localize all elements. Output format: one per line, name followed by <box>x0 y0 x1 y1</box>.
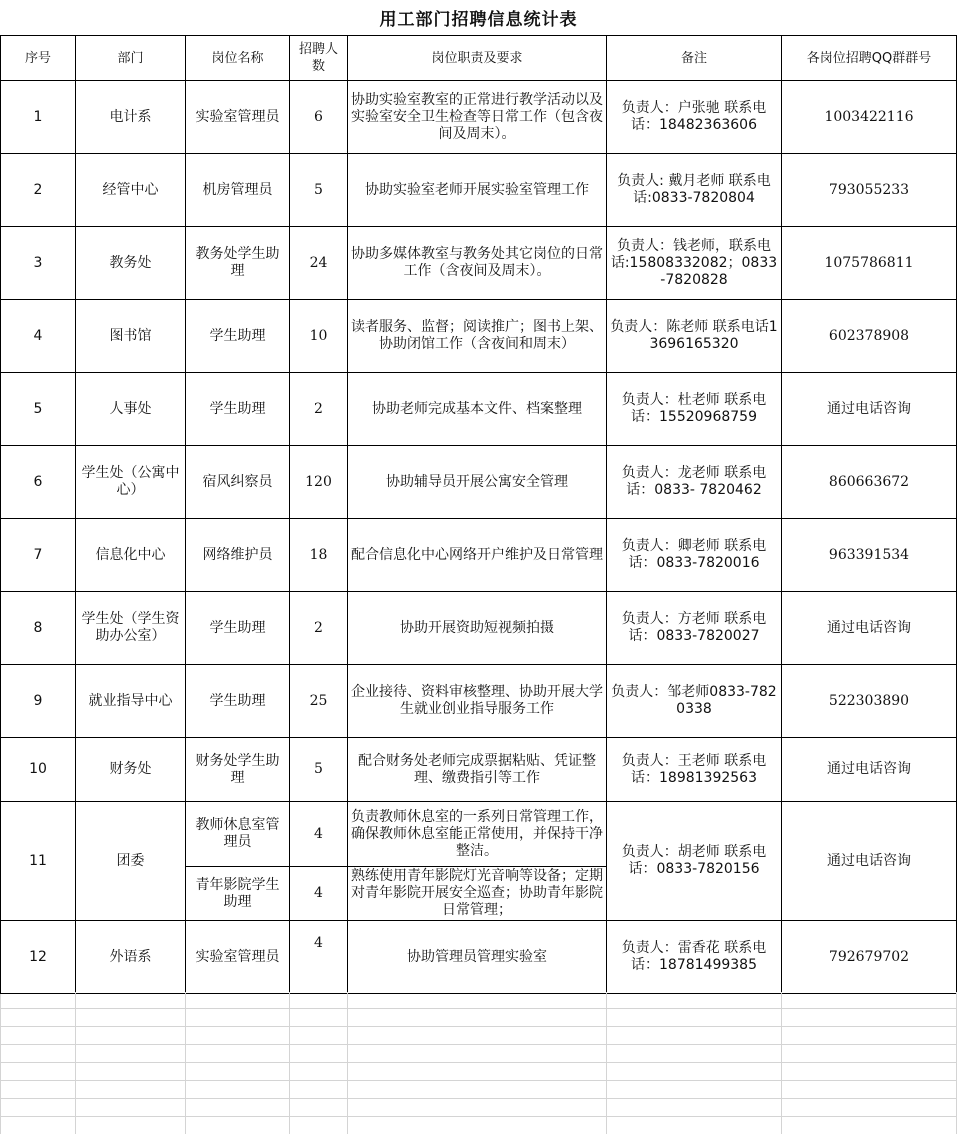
table-row <box>1 592 957 665</box>
cell-post: 网络维护员 <box>186 519 290 592</box>
header-count: 招聘人数 <box>290 36 348 81</box>
empty-grid-area <box>0 992 957 1134</box>
cell-duty: 协助多媒体教室与教务处其它岗位的日常工作（含夜间及周末）。 <box>348 227 607 300</box>
cell-duty: 协助老师完成基本文件、档案整理 <box>348 373 607 446</box>
cell-count: 5 <box>290 738 348 802</box>
recruitment-table <box>0 35 957 994</box>
cell-qq: 602378908 <box>782 300 957 373</box>
table-row <box>1 373 957 446</box>
cell-duty: 负责教师休息室的一系列日常管理工作，确保教师休息室能正常使用，并保持干净整洁。 <box>348 802 607 867</box>
cell-post: 财务处学生助理 <box>186 738 290 802</box>
header-row <box>1 36 957 81</box>
cell-qq: 860663672 <box>782 446 957 519</box>
cell-note: 负责人：方老师 联系电话：0833-7820027 <box>607 592 782 665</box>
grid-column-line <box>606 992 607 1134</box>
cell-index: 1 <box>1 81 76 154</box>
cell-dept: 团委 <box>76 802 186 921</box>
cell-dept: 财务处 <box>76 738 186 802</box>
cell-count: 25 <box>290 665 348 738</box>
table-row <box>1 300 957 373</box>
cell-duty: 协助实验室老师开展实验室管理工作 <box>348 154 607 227</box>
cell-count: 120 <box>290 446 348 519</box>
cell-index: 5 <box>1 373 76 446</box>
cell-qq: 792679702 <box>782 921 957 994</box>
cell-post: 青年影院学生助理 <box>186 867 290 921</box>
cell-dept: 图书馆 <box>76 300 186 373</box>
cell-note: 负责人：户张驰 联系电话：18482363606 <box>607 81 782 154</box>
grid-column-line <box>289 992 290 1134</box>
cell-count: 4 <box>290 802 348 867</box>
cell-index: 3 <box>1 227 76 300</box>
cell-dept: 电计系 <box>76 81 186 154</box>
cell-dept: 学生处（学生资助办公室） <box>76 592 186 665</box>
table-row <box>1 154 957 227</box>
cell-index: 8 <box>1 592 76 665</box>
cell-note: 负责人: 戴月老师 联系电话:0833-7820804 <box>607 154 782 227</box>
header-index: 序号 <box>1 36 76 81</box>
cell-qq: 1003422116 <box>782 81 957 154</box>
cell-note: 负责人：杜老师 联系电话：15520968759 <box>607 373 782 446</box>
cell-post: 教务处学生助理 <box>186 227 290 300</box>
table-row <box>1 519 957 592</box>
cell-count: 5 <box>290 154 348 227</box>
cell-post: 机房管理员 <box>186 154 290 227</box>
cell-post: 教师休息室管理员 <box>186 802 290 867</box>
cell-post: 实验室管理员 <box>186 921 290 994</box>
cell-note: 负责人：雷香花 联系电话：18781499385 <box>607 921 782 994</box>
cell-dept: 人事处 <box>76 373 186 446</box>
cell-count: 24 <box>290 227 348 300</box>
cell-duty: 协助实验室教室的正常进行教学活动以及实验室安全卫生检查等日常工作（包含夜间及周末）。 <box>348 81 607 154</box>
cell-post: 学生助理 <box>186 373 290 446</box>
table-row <box>1 738 957 802</box>
cell-count: 10 <box>290 300 348 373</box>
cell-note: 负责人：邹老师0833-7820338 <box>607 665 782 738</box>
cell-post: 学生助理 <box>186 300 290 373</box>
cell-dept: 就业指导中心 <box>76 665 186 738</box>
cell-duty: 协助管理员管理实验室 <box>348 921 607 994</box>
grid-column-line <box>347 992 348 1134</box>
table-title: 用工部门招聘信息统计表 <box>379 10 578 30</box>
table-row <box>1 227 957 300</box>
cell-qq: 522303890 <box>782 665 957 738</box>
table-row <box>1 665 957 738</box>
cell-note: 负责人：卿老师 联系电话：0833-7820016 <box>607 519 782 592</box>
table-row <box>1 802 957 867</box>
table-row <box>1 446 957 519</box>
cell-qq: 963391534 <box>782 519 957 592</box>
header-duty: 岗位职责及要求 <box>348 36 607 81</box>
cell-count: 4 <box>290 921 348 994</box>
cell-count: 6 <box>290 81 348 154</box>
cell-index: 2 <box>1 154 76 227</box>
cell-index: 4 <box>1 300 76 373</box>
cell-dept: 信息化中心 <box>76 519 186 592</box>
table-row <box>1 921 957 994</box>
cell-duty: 协助辅导员开展公寓安全管理 <box>348 446 607 519</box>
cell-duty: 协助开展资助短视频拍摄 <box>348 592 607 665</box>
header-dept: 部门 <box>76 36 186 81</box>
cell-duty: 配合信息化中心网络开户维护及日常管理 <box>348 519 607 592</box>
cell-post: 学生助理 <box>186 665 290 738</box>
cell-qq: 通过电话咨询 <box>782 592 957 665</box>
cell-qq: 通过电话咨询 <box>782 802 957 921</box>
cell-qq: 1075786811 <box>782 227 957 300</box>
cell-index: 12 <box>1 921 76 994</box>
table-row <box>1 81 957 154</box>
header-post: 岗位名称 <box>186 36 290 81</box>
cell-qq: 通过电话咨询 <box>782 373 957 446</box>
cell-index: 11 <box>1 802 76 921</box>
header-qq: 各岗位招聘QQ群群号 <box>782 36 957 81</box>
cell-dept: 教务处 <box>76 227 186 300</box>
grid-column-line <box>75 992 76 1134</box>
cell-index: 10 <box>1 738 76 802</box>
table-title-row <box>0 0 957 35</box>
cell-post: 学生助理 <box>186 592 290 665</box>
cell-note: 负责人：胡老师 联系电话：0833-7820156 <box>607 802 782 921</box>
cell-duty: 熟练使用青年影院灯光音响等设备；定期对青年影院开展安全巡查；协助青年影院日常管理； <box>348 867 607 921</box>
cell-count: 2 <box>290 592 348 665</box>
cell-note: 负责人：龙老师 联系电话：0833- 7820462 <box>607 446 782 519</box>
grid-column-line <box>185 992 186 1134</box>
cell-duty: 配合财务处老师完成票据粘贴、凭证整理、缴费指引等工作 <box>348 738 607 802</box>
cell-index: 6 <box>1 446 76 519</box>
cell-note: 负责人：陈老师 联系电话13696165320 <box>607 300 782 373</box>
cell-note: 负责人：王老师 联系电话：18981392563 <box>607 738 782 802</box>
cell-count: 2 <box>290 373 348 446</box>
cell-post: 实验室管理员 <box>186 81 290 154</box>
cell-dept: 学生处（公寓中心） <box>76 446 186 519</box>
cell-duty: 企业接待、资料审核整理、协助开展大学生就业创业指导服务工作 <box>348 665 607 738</box>
cell-qq: 通过电话咨询 <box>782 738 957 802</box>
grid-column-line <box>781 992 782 1134</box>
cell-duty: 读者服务、监督；阅读推广；图书上架、协助闭馆工作（含夜间和周末） <box>348 300 607 373</box>
cell-note: 负责人：钱老师，联系电话:15808332082；0833-7820828 <box>607 227 782 300</box>
cell-count: 4 <box>290 867 348 921</box>
cell-dept: 经管中心 <box>76 154 186 227</box>
cell-dept: 外语系 <box>76 921 186 994</box>
cell-count: 18 <box>290 519 348 592</box>
cell-qq: 793055233 <box>782 154 957 227</box>
cell-index: 9 <box>1 665 76 738</box>
header-note: 备注 <box>607 36 782 81</box>
cell-index: 7 <box>1 519 76 592</box>
cell-post: 宿风纠察员 <box>186 446 290 519</box>
